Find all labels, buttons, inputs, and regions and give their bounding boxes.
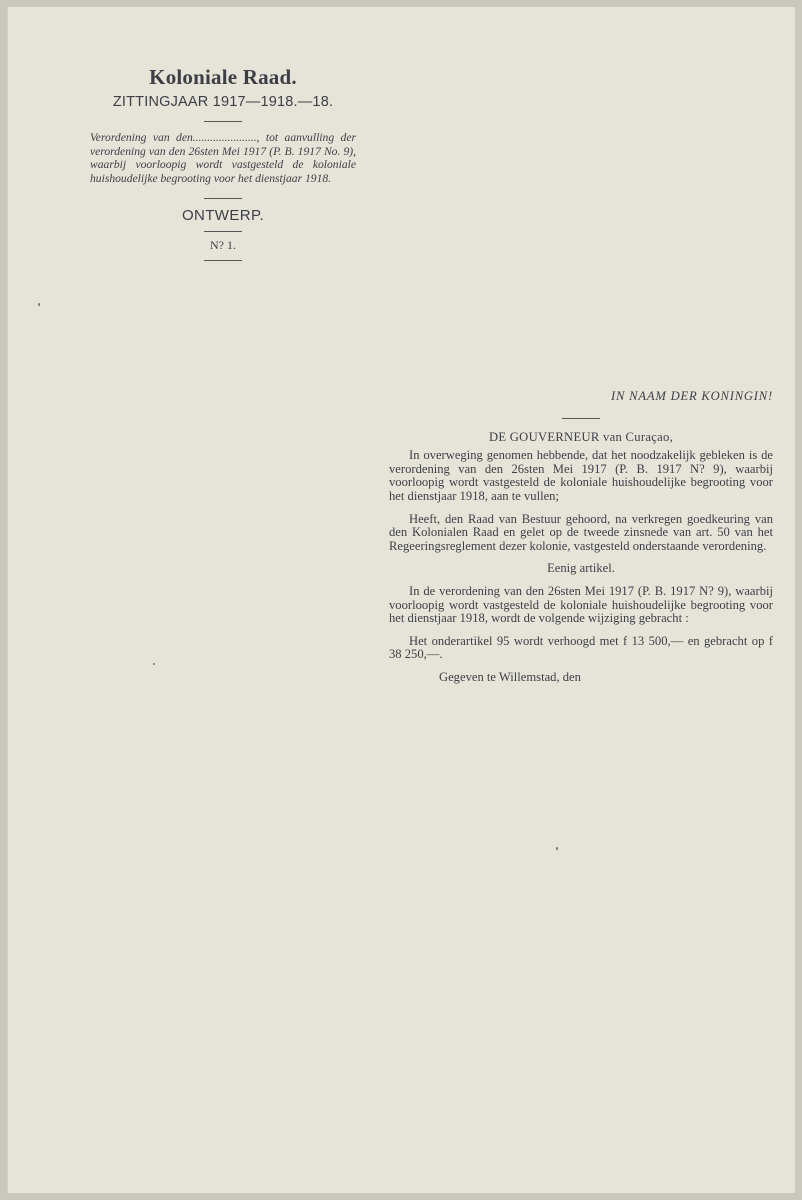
divider (204, 121, 242, 122)
divider (204, 198, 242, 199)
divider (562, 418, 600, 419)
document-number: N? 1. (210, 238, 236, 252)
paper-speck (153, 663, 155, 665)
draft-label: ONTWERP. (181, 207, 265, 224)
paragraph-increase: Het onderartikel 95 wordt verhoogd met f 13 500,— en gebracht op f 38 250,—. (389, 633, 773, 662)
governor-line: DE GOUVERNEUR van Curaçao, (488, 429, 674, 444)
ordinance-body (389, 390, 773, 685)
session-year: ZITTINGJAAR 1917—1918.—18. (112, 94, 334, 110)
divider (204, 260, 242, 261)
document-page (7, 7, 795, 1193)
paragraph-considering: In overweging genomen hebbende, dat het noodzakelijk gebleken is de verordening van den 26sten Mei 1917 (P. B. 1917 N? 9), waarbij voorloopig wordt vastgesteld de koloniale huishoudelijke begrooting voor het dienstjaar 1918, aan te vullen; (389, 448, 773, 503)
paragraph-enactment: Heeft, den Raad van Bestuur gehoord, na verkregen goedkeuring van den Kolonialen Raad en gelet op de tweede zinsnede van art. 50 van het Regeeringsreglement dezer kolonie, vastgesteld onderstaande verordening. (389, 511, 773, 553)
paper-speck (38, 303, 40, 306)
paper-speck (556, 847, 558, 850)
paragraph-amendment: In de verordening van den 26sten Mei 1917 (P. B. 1917 N? 9), waarbij voorloopig wordt vastgesteld de koloniale huishoudelijke begrooting voor het dienstjaar 1918, wordt de volgende wijziging gebracht : (389, 583, 773, 626)
closing-line: Gegeven te Willemstad, den (439, 669, 581, 684)
divider (204, 231, 242, 232)
ordinance-subject: Verordening van den......................, tot aanvulling der verordening van den 26sten Mei 1917 (P. B. 1917 No. 9), waarbij voorloopig wordt vastgesteld de koloniale huishoudelijke begrooting voor het dienstjaar 1918. (90, 131, 356, 185)
article-heading: Eenig artikel. (547, 561, 615, 576)
invocation: IN NAAM DER KONINGIN! (611, 389, 773, 403)
council-title: Koloniale Raad. (149, 65, 297, 89)
header-block (90, 65, 356, 261)
